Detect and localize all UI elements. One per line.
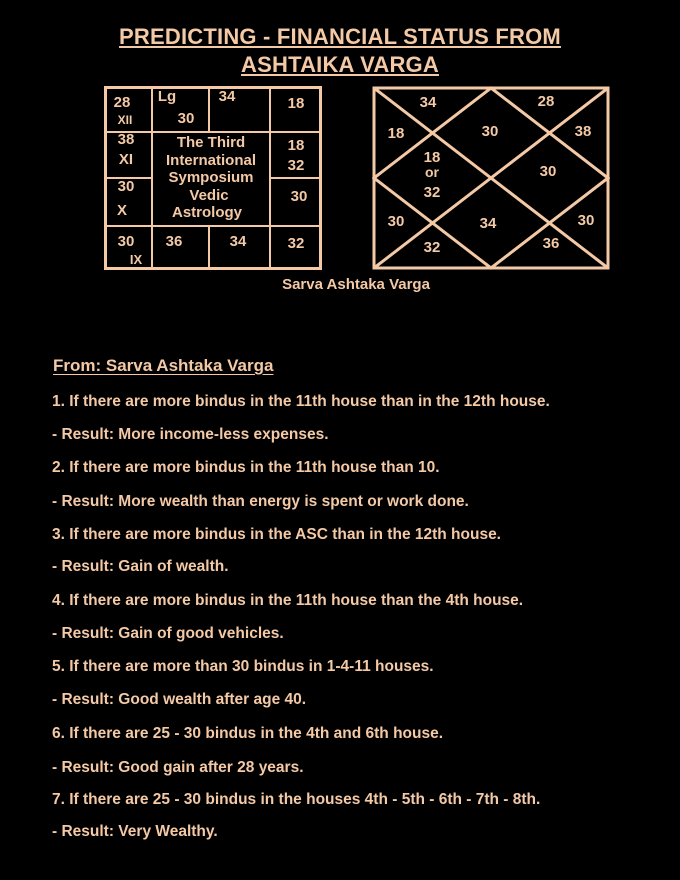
lagna-value: 30 <box>177 110 195 127</box>
chart-caption: Sarva Ashtaka Varga <box>282 276 430 293</box>
house-12-label: XII <box>117 113 133 127</box>
north-center-bottom: 32 <box>423 184 441 201</box>
rule-condition: 6. If there are 25 - 30 bindus in the 4th and 6th house. <box>52 725 444 742</box>
north-house-8: 30 <box>577 212 595 229</box>
north-house-11: 38 <box>574 123 592 140</box>
section-heading: From: Sarva Ashtaka Varga <box>53 356 274 375</box>
house-11-label: XI <box>118 151 134 168</box>
center-line-2: International <box>165 151 256 169</box>
house-4-alt-value: 32 <box>287 157 305 174</box>
house-12-value: 28 <box>113 94 131 111</box>
rule-result: - Result: Good gain after 28 years. <box>52 759 304 776</box>
north-house-12: 28 <box>537 93 555 110</box>
center-line-3: Symposium <box>168 169 254 186</box>
rule-condition: 2. If there are more bindus in the 11th house than 10. <box>52 459 440 476</box>
rule-condition: 7. If there are 25 - 30 bindus in the houses 4th - 5th - 6th - 7th - 8th. <box>52 791 541 808</box>
house-7-value: 34 <box>229 233 247 250</box>
house-8-value: 36 <box>165 233 183 250</box>
north-chart-lines <box>372 86 610 270</box>
grid-line <box>208 86 210 133</box>
north-house-7: 36 <box>542 235 560 252</box>
rule-result: - Result: Good wealth after age 40. <box>52 691 307 708</box>
rule-condition: 3. If there are more bindus in the ASC than in the 12th house. <box>52 526 501 543</box>
rule-result: - Result: Very Wealthy. <box>52 823 218 840</box>
house-10-label: X <box>116 202 127 219</box>
center-line-1: The Third <box>176 134 246 151</box>
north-house-5: 32 <box>423 239 441 256</box>
rule-condition: 1. If there are more bindus in the 11th house than in the 12th house. <box>52 393 550 410</box>
rule-condition: 4. If there are more bindus in the 11th house than the 4th house. <box>52 592 524 609</box>
rule-result: - Result: Gain of good vehicles. <box>52 625 284 642</box>
north-house-upper-center: 30 <box>481 123 499 140</box>
house-9-value: 30 <box>117 233 135 250</box>
chart-center-text <box>153 134 269 222</box>
grid-line <box>104 225 322 227</box>
rule-result: - Result: Gain of wealth. <box>52 558 229 575</box>
north-house-1: 34 <box>419 94 437 111</box>
house-6-value: 32 <box>287 235 305 252</box>
page-title-line-2: ASHTAIKA VARGA <box>241 52 439 77</box>
house-9-label: IX <box>129 252 143 267</box>
house-2-value: 34 <box>218 88 236 105</box>
house-10-value: 30 <box>117 178 135 195</box>
rule-condition: 5. If there are more than 30 bindus in 1-4-11 houses. <box>52 658 434 675</box>
lagna-label: Lg <box>157 88 177 105</box>
center-line-5: Astrology <box>171 204 242 221</box>
north-house-lower-center: 34 <box>479 215 497 232</box>
house-5-value: 30 <box>290 188 308 205</box>
north-house-4: 30 <box>387 213 405 230</box>
north-center-mid: or <box>425 164 439 180</box>
north-center-top: 18 <box>423 149 441 166</box>
page-title-line-1: PREDICTING - FINANCIAL STATUS FROM <box>119 24 561 49</box>
grid-line <box>208 225 210 270</box>
house-4-value: 18 <box>287 137 305 154</box>
grid-line <box>270 177 322 179</box>
north-house-10: 30 <box>539 163 557 180</box>
rule-result: - Result: More wealth than energy is spent or work done. <box>52 493 469 510</box>
rule-result: - Result: More income-less expenses. <box>52 426 329 443</box>
house-3-value: 18 <box>287 95 305 112</box>
house-11-value: 38 <box>117 131 135 148</box>
center-line-4: Vedic <box>189 186 229 204</box>
north-house-2: 18 <box>387 125 405 142</box>
grid-line <box>269 86 271 270</box>
